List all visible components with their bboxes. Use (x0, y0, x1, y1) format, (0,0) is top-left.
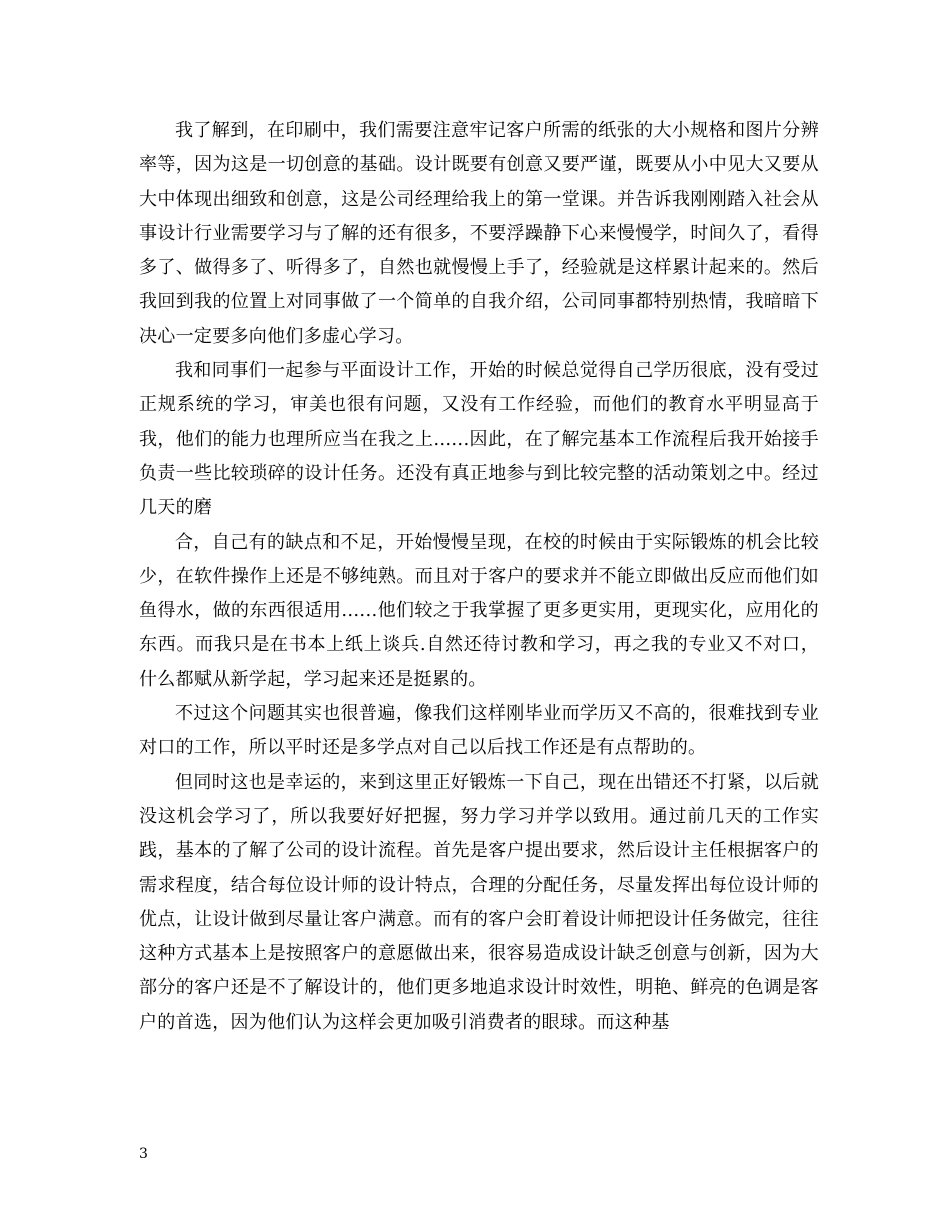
page-number: 3 (139, 1146, 148, 1162)
paragraph-4: 不过这个问题其实也很普遍，像我们这样刚毕业而学历又不高的，很难找到专业对口的工作，所以平时还是多学点对自己以后找工作还是有点帮助的。 (139, 703, 819, 759)
body-text (139, 114, 819, 1040)
paragraph-3: 合，自己有的缺点和不足，开始慢慢呈现，在校的时候由于实际锻炼的机会比较少，在软件操作上还是不够纯熟。而且对于客户的要求并不能立即做出反应而他们如鱼得水，做的东西很适用......他们较之于我掌握了更多更实用，更现实化，应用化的东西。而我只是在书本上纸上谈兵.自然还待讨教和学习，再之我的专业又不对口，什么都赋从新学起，学习起来还是挺累的。 (139, 531, 819, 690)
paragraph-5: 但同时这也是幸运的，来到这里正好锻炼一下自己，现在出错还不打紧，以后就没这机会学习了，所以我要好好把握，努力学习并学以致用。通过前几天的工作实践，基本的了解了公司的设计流程。首先是客户提出要求，然后设计主任根据客户的需求程度，结合每位设计师的设计特点，合理的分配任务，尽量发挥出每位设计师的优点，让设计做到尽量让客户满意。而有的客户会盯着设计师把设计任务做完，往往这种方式基本上是按照客户的意愿做出来，很容易造成设计缺乏创意与创新，因为大部分的客户还是不了解设计的，他们更多地追求设计时效性，明艳、鲜亮的色调是客户的首选，因为他们认为这样会更加吸引消费者的眼球。而这种基 (139, 771, 819, 1033)
paragraph-1: 我了解到，在印刷中，我们需要注意牢记客户所需的纸张的大小规格和图片分辨率等，因为这是一切创意的基础。设计既要有创意又要严谨，既要从小中见大又要从大中体现出细致和创意，这是公司经理给我上的第一堂课。并告诉我刚刚踏入社会从事设计行业需要学习与了解的还有很多，不要浮躁静下心来慢慢学，时间久了，看得多了、做得多了、听得多了，自然也就慢慢上手了，经验就是这样累计起来的。然后我回到我的位置上对同事做了一个简单的自我介绍，公司同事都特别热情，我暗暗下决心一定要多向他们多虚心学习。 (139, 120, 819, 347)
paragraph-2: 我和同事们一起参与平面设计工作，开始的时候总觉得自己学历很底，没有受过正规系统的学习，审美也很有问题，又没有工作经验，而他们的教育水平明显高于我，他们的能力也理所应当在我之上......因此，在了解完基本工作流程后我开始接手负责一些比较琐碎的设计任务。还没有真正地参与到比较完整的活动策划之中。经过几天的磨 (139, 360, 819, 519)
